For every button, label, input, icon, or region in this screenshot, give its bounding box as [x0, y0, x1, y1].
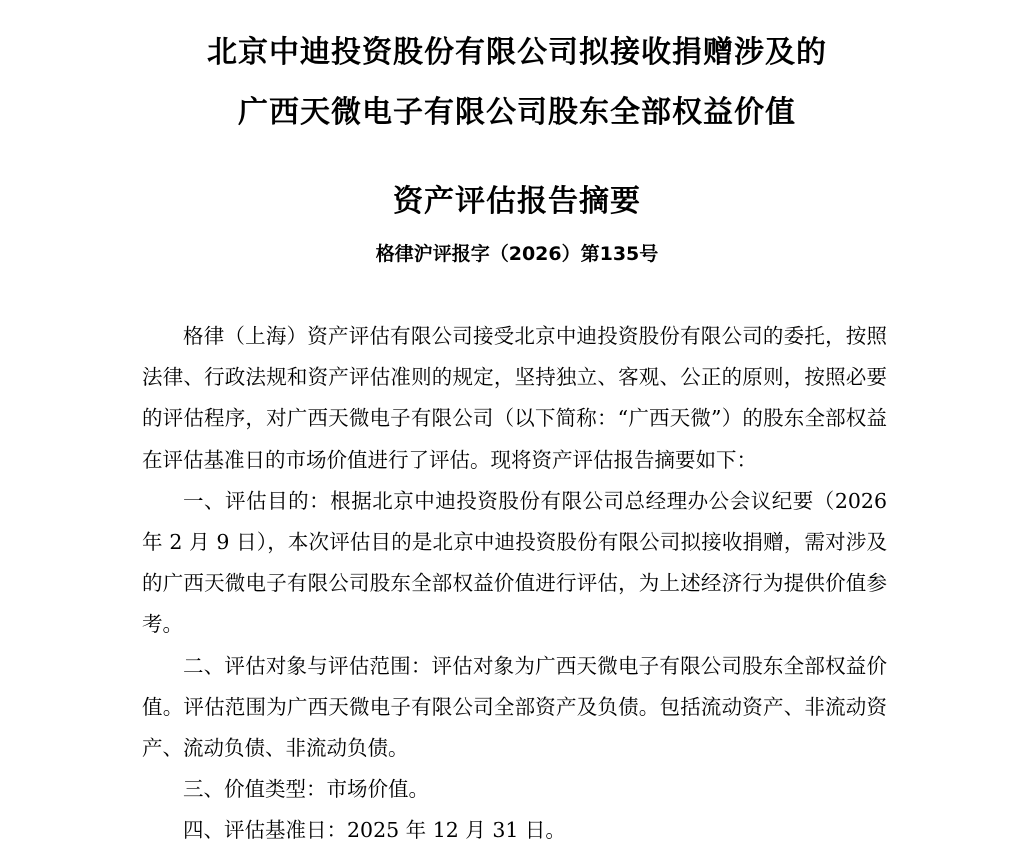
report-title-line-2: 广西天微电子有限公司股东全部权益价值 [238, 95, 796, 130]
report-subtitle: 资产评估报告摘要 [393, 184, 641, 219]
report-title-line-1: 北京中迪投资股份有限公司拟接收捐赠涉及的 [207, 35, 827, 70]
report-reference-number: 格律沪评报字（2026）第135号 [375, 243, 659, 265]
paragraph-scope: 二、评估对象与评估范围：评估对象为广西天微电子有限公司股东全部权益价值。评估范围为广西天微电子有限公司全部资产及负债。包括流动资产、非流动资产、流动负债、非流动负债。 [142, 653, 887, 761]
paragraph-intro: 格律（上海）资产评估有限公司接受北京中迪投资股份有限公司的委托，按照法律、行政法规和资产评估准则的规定，坚持独立、客观、公正的原则，按照必要的评估程序，对广西天微电子有限公司（以下简称：“广西天微”）的股东全部权益在评估基准日的市场价值进行了评估。现将资产评估报告摘要如下： [142, 324, 887, 472]
paragraph-value-type: 三、价值类型：市场价值。 [183, 777, 429, 802]
paragraph-purpose: 一、评估目的：根据北京中迪投资股份有限公司总经理办公会议纪要（2026年 2 月 9 日），本次评估目的是北京中迪投资股份有限公司拟接收捐赠，需对涉及的广西天微电子有限公司股东全部权益价值进行评估，为上述经济行为提供价值参考。 [142, 488, 887, 637]
report-body [142, 316, 887, 852]
paragraph-base-date: 四、评估基准日：2025 年 12 月 31 日。 [183, 818, 566, 843]
